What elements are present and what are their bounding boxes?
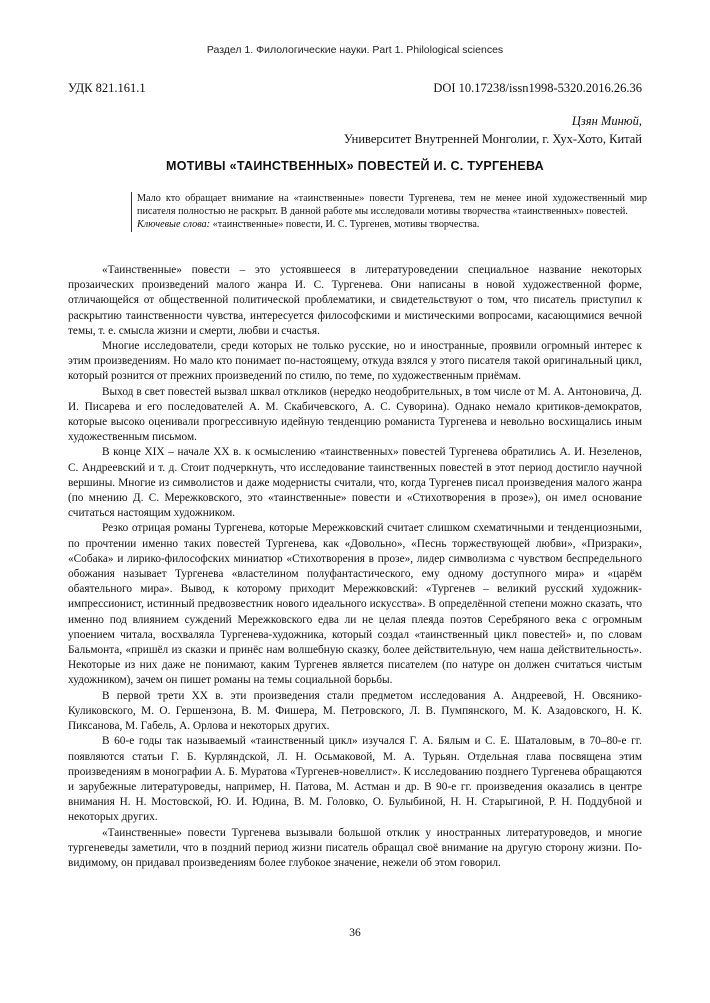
abstract: [131, 192, 647, 232]
running-head: Раздел 1. Филологические науки. Part 1. Philological sciences: [206, 44, 504, 56]
author-block: [344, 112, 642, 148]
article-title: МОТИВЫ «ТАИНСТВЕННЫХ» ПОВЕСТЕЙ И. С. ТУРГЕНЕВА: [166, 159, 544, 173]
keywords-list: «таинственные» повести, И. С. Тургенев, мотивы творчества.: [210, 219, 480, 231]
paragraph: «Таинственные» повести Тургенева вызывали большой отклик у иностранных литературоведов, и многие тургеневеды заметили, что в поздний период жизни писатель обращал своё внимание на другую сторону жизни. По-видимому, он придавал произведениям более глубокое значение, нежели об этом говорил.: [68, 826, 642, 869]
paragraph: В конце XIX – начале XX в. к осмыслению «таинственных» повестей Тургенева обратились А. И. Незеленов, С. Андреевский и т. д. Стоит подчеркнуть, что исследование таинственных повестей в этот период достигло научной вершины. Многие из символистов и даже модернисты считали, что, когда Тургенев писал произведения малого жанра (по мнению Д. С. Мережковского, это «таинственные» повести и «Стихотворения в прозе»), он имел основание считаться настоящим художником.: [68, 446, 642, 520]
keywords: [137, 218, 647, 231]
paragraph: Резко отрицая романы Тургенева, которые Мережковский считает слишком схематичными и тенденциозными, по прочтении именно таких повестей Тургенева, как «Довольно», «Песнь торжествующей любви», «Призраки», «Собака» и лирико-философских миниатюр «Стихотворения в прозе», лидер символизма с чувством беспредельного обожания называет Тургенева «властелином полуфантастического, ему одному доступного мира» и «царём обаятельного мира». Вывод, к которому приходит Мережковский: «Тургенев – великий русский художник-импрессионист, истинный предвозвестник нового идеального искусства». В определённой степени можно сказать, что именно под влиянием суждений Мережковского едва ли не целая плеяда поэтов Серебряного века с огромным упоением читала, восхваляла Тургенева-художника, который создал «таинственный цикл повестей» и, по словам Бальмонта, «пришёл из сказки и принёс нам волшебную сказку, более действительную, чем наша действительность». Некоторые из них даже не понимают, каким Тургенев является писателем (по натуре он должен считаться чистым художником), зачем он пишет романы на темы социальной борьбы.: [68, 522, 642, 687]
abstract-text: Мало кто обращает внимание на «таинственные» повести Тургенева, тем не менее иной художественный мир писателя полностью не раскрыт. В данной работе мы исследовали мотивы творчества «таинственных» повестей.: [137, 193, 647, 218]
article-body: [68, 263, 642, 871]
paragraph: В первой трети XX в. эти произведения стали предметом исследования А. Андреевой, Н. Овсянико-Куликовского, М. О. Гершензона, В. М. Фишера, М. Петровского, Л. В. Пумпянского, М. К. Азадовского, Н. К. Пиксанова, М. Габель, А. Орлова и некоторых других.: [68, 689, 642, 733]
paragraph: В 60-е годы так называемый «таинственный цикл» изучался Г. А. Бялым и С. Е. Шаталовым, в 70–80-е гг. появляются статьи Г. Б. Курляндской, Л. Н. Осьмаковой, М. А. Турьян. Отдельная глава посвящена этим произведениям в монографии А. Б. Муратова «Тургенев-новеллист». К исследованию позднего Тургенева обращаются и зарубежные литературоведы, например, Н. Патова, М. Астман и др. В 90-е гг. произведения оказались в центре внимания Н. Н. Мостовской, Ю. И. Юдина, В. М. Головко, О. Булыбиной, Н. Н. Старыгиной, Р. Н. Поддубной и некоторых других.: [68, 735, 642, 824]
author-name: Цзян Минюй,: [571, 114, 642, 128]
keywords-label: Ключевые слова:: [137, 219, 211, 231]
author-affiliation: Университет Внутренней Монголии, г. Хух-Хото, Китай: [343, 132, 642, 146]
paragraph: Многие исследователи, среди которых не только русские, но и иностранные, проявили огромный интерес к этим произведениям. Но мало кто понимает по-настоящему, откуда взялся у этого писателя такой оригинальный цикл, который рознится от прежних произведений по стилю, по теме, по художественным приёмам.: [68, 340, 642, 383]
doi[interactable]: DOI 10.17238/issn1998-5320.2016.26.36: [433, 81, 642, 95]
paragraph: «Таинственные» повести – это устоявшееся в литературоведении специальное название некоторых прозаических произведений малого жанра И. С. Тургенева. Они написаны в новой художественной форме, отличающейся от общественной политической проблематики, и свидетельствуют о том, что писатель приступил к раскрытию таинственности чувства, интересуется философскими и мистическими вопросами, касающимися вечной темы, т. е. смысла жизни и смерти, любви и счастья.: [68, 264, 642, 337]
paragraph: Выход в свет повестей вызвал шквал откликов (нередко неодобрительных, в том числе от М. А. Антоновича, Д. И. Писарева и его последователей А. М. Скабичевского, А. С. Суворина). Однако немало критиков-демократов, которые высоко оценивали прогрессивную идейную тенденцию романиста Тургенева и невольно восхищались иным художественным письмом.: [68, 385, 642, 444]
page-number: 36: [349, 927, 361, 939]
udk-code: УДК 821.161.1: [68, 81, 146, 95]
